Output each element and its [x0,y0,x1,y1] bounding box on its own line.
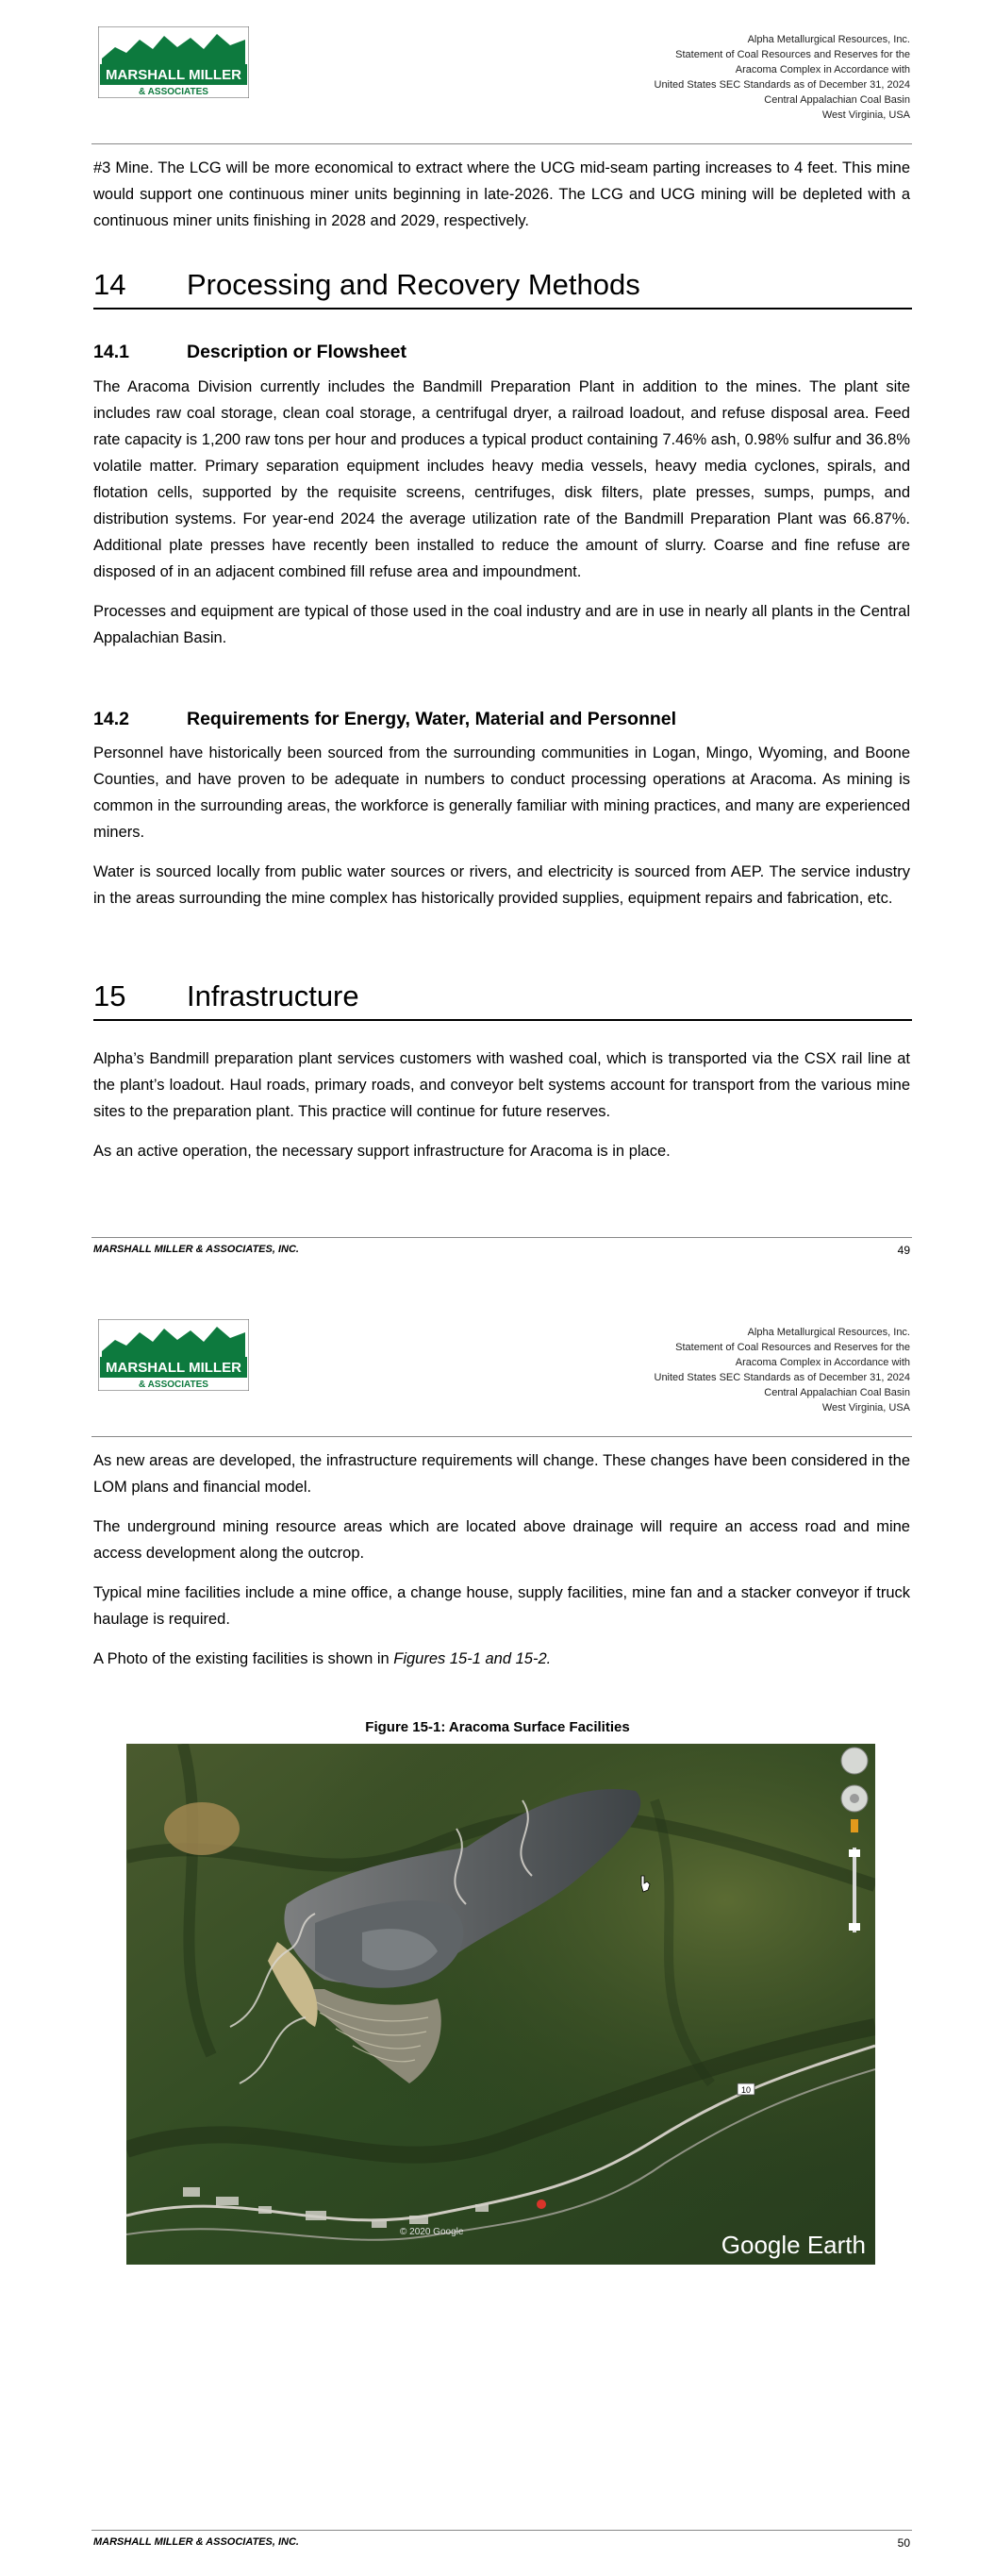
intro-paragraph: #3 Mine. The LCG will be more economical to extract where the UCG mid-seam parting increases to 4 feet. This mine would support one continuous miner units beginning in late-2026. The LCG and UCG mining will be depleted with a continuous miner units finishing in 2028 and 2029, respectively. [93,159,910,229]
section-number: 14 [93,268,126,301]
header-divider [91,143,912,144]
svg-text:MARSHALL MILLER: MARSHALL MILLER [106,1360,241,1376]
section-title: Processing and Recovery Methods [187,268,640,301]
section-title: Infrastructure [187,979,359,1012]
header-line: Statement of Coal Resources and Reserves for the [675,1342,910,1353]
google-earth-watermark: Google Earth [721,2231,866,2259]
header-line: Aracoma Complex in Accordance with [735,64,910,75]
header-divider [91,1436,912,1437]
image-copyright: © 2020 Google [400,2227,464,2237]
paragraph: The Aracoma Division currently includes the Bandmill Preparation Plant in addition to the mines. The plant site includes raw coal storage, clean coal storage, a centrifugal dryer, a railroad loadout, and refuse disposal area. Feed rate capacity is 1,200 raw tons per hour and produces a typical product containing 7.46% ash, 0.98% sulfur and 36.8% volatile matter. Primary separation equipment includes heavy media vessels, heavy media cyclones, spirals, and flotation cells, supported by the requisite screens, centrifuges, disk filters, plate presses, sumps, pumps, and distribution systems. For year-end 2024 the average utilization rate of the Bandmill Preparation Plant was 66.87%. Additional plate presses have recently been installed to reduce the amount of slurry. Coarse and fine refuse are disposed of in an adjacent combined fill refuse area and impoundment. [93,378,910,580]
paragraph: The underground mining resource areas which are located above drainage will require an access road and mine access development along the outcrop. [93,1518,910,1562]
marshall-miller-logo [98,1319,249,1391]
section-15-heading [93,976,912,1021]
paragraph: As new areas are developed, the infrastructure requirements will change. These changes have been considered in the LOM plans and financial model. [93,1452,910,1496]
marshall-miller-logo [98,26,249,98]
figure-reference: Figures 15-1 and 15-2. [393,1650,552,1667]
header-line: United States SEC Standards as of December 31, 2024 [654,79,910,91]
header-line: West Virginia, USA [821,1402,910,1413]
svg-text:10: 10 [740,2085,752,2095]
paragraph: Personnel have historically been sourced from the surrounding communities in Logan, Mingo, Wyoming, and Boone Counties, and have proven to be adequate in numbers to conduct processing operations at Aracoma. As mining is common in the surrounding areas, the workforce is generally familiar with mining practices, and many are experienced miners. [93,744,910,841]
subsection-14-2-body [93,740,910,925]
subsection-14-1-body [93,374,910,664]
page-number: 50 [897,2536,910,2550]
footer-divider [91,2530,912,2531]
svg-text:MARSHALL MILLER: MARSHALL MILLER [106,67,241,83]
paragraph: Water is sourced locally from public water sources or rivers, and electricity is sourced from AEP. The service industry in the areas surrounding the mine complex has historically provided supplies, equipment repairs and fabrication, etc. [93,863,910,907]
section-15-body [93,1045,910,1178]
header-company: Alpha Metallurgical Resources, Inc. [747,34,910,45]
page-number: 49 [897,1244,910,1257]
footer-firm: MARSHALL MILLER & ASSOCIATES, INC. [93,1244,299,1255]
paragraph: Processes and equipment are typical of those used in the coal industry and are in use in nearly all plants in the Central Appalachian Basin. [93,603,910,646]
header-line: Statement of Coal Resources and Reserves for the [675,49,910,60]
paragraph: Typical mine facilities include a mine office, a change house, supply facilities, mine fan and a stacker conveyor if truck haulage is required. [93,1584,910,1628]
header-line: West Virginia, USA [821,109,910,121]
paragraph: Alpha’s Bandmill preparation plant services customers with washed coal, which is transported via the CSX rail line at the plant’s loadout. Haul roads, primary roads, and conveyor belt systems account for transport from the various mine sites to the preparation plant. This practice will continue for future reserves. [93,1050,910,1120]
document-header [655,1325,911,1415]
svg-text:& ASSOCIATES: & ASSOCIATES [139,1380,208,1390]
section-number: 15 [93,979,126,1012]
header-company: Alpha Metallurgical Resources, Inc. [747,1327,910,1338]
figure-caption: Figure 15-1: Aracoma Surface Facilities [365,1719,630,1735]
subsection-14-1-heading: 14.1 Description or Flowsheet [93,342,406,362]
header-line: Central Appalachian Coal Basin [764,1387,910,1398]
aracoma-surface-facilities-satellite-image [126,1744,875,2265]
document-header [655,32,911,123]
paragraph: As an active operation, the necessary support infrastructure for Aracoma is in place. [93,1143,671,1160]
header-line: Aracoma Complex in Accordance with [735,1357,910,1368]
subsection-14-2-heading: 14.2 Requirements for Energy, Water, Material and Personnel [93,709,677,729]
paragraph: A Photo of the existing facilities is shown in Figures 15-1 and 15-2. [93,1650,552,1667]
section-14-heading [93,264,912,309]
header-line: United States SEC Standards as of December 31, 2024 [654,1372,910,1383]
header-line: Central Appalachian Coal Basin [764,94,910,106]
footer-divider [91,1237,912,1238]
footer-firm: MARSHALL MILLER & ASSOCIATES, INC. [93,2536,299,2548]
page-50-body [93,1447,910,1685]
svg-text:& ASSOCIATES: & ASSOCIATES [139,87,208,97]
